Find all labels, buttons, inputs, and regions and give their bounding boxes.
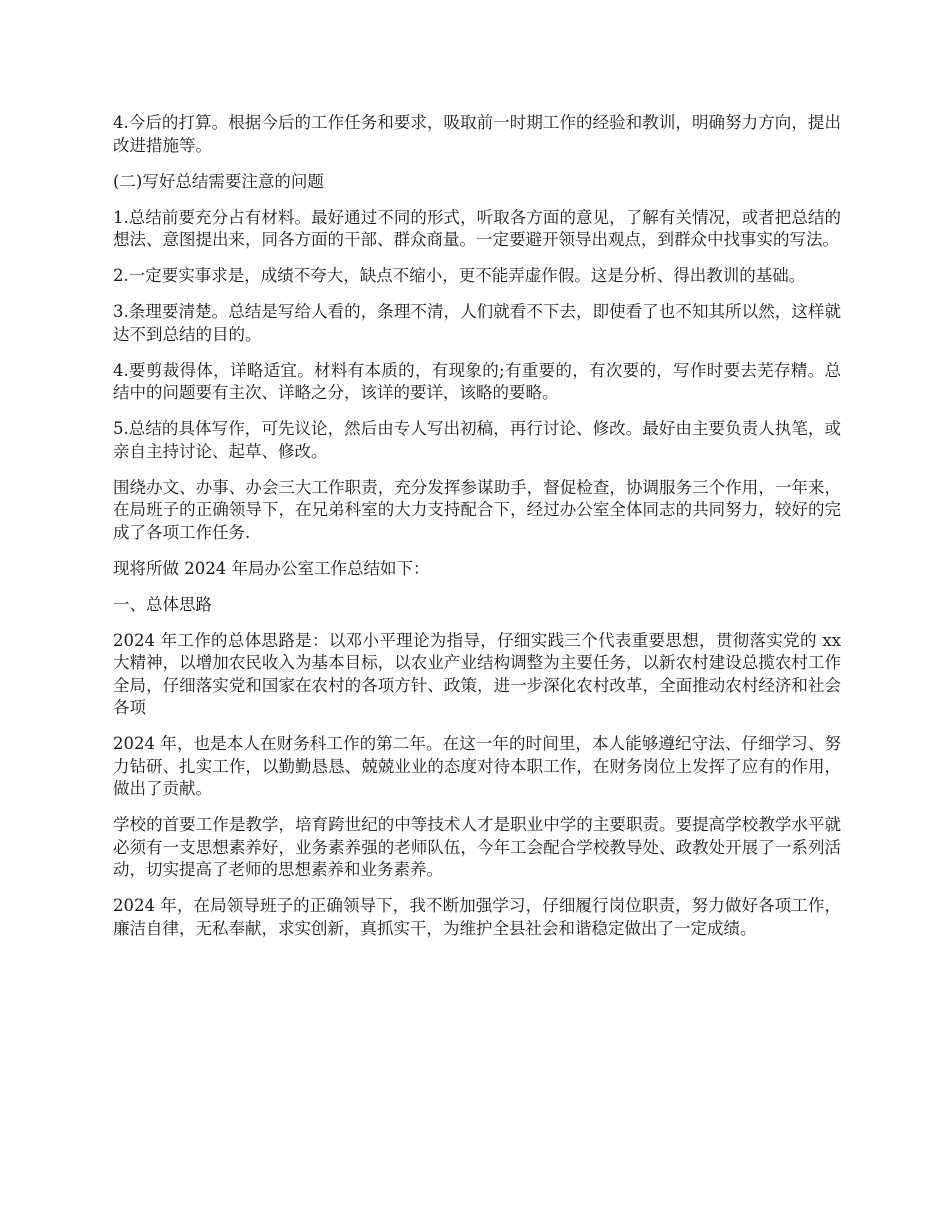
document-body (113, 112, 841, 954)
paragraph-note-2: 2.一定要实事求是，成绩不夸大，缺点不缩小，更不能弄虚作假。这是分析、得出教训的基础。 (113, 266, 806, 285)
paragraph-note-4: 4.要剪裁得体，详略适宜。材料有本质的，有现象的;有重要的，有次要的，写作时要去芜存精。总结中的问题要有主次、详略之分，该详的要详，该略的要略。 (113, 360, 841, 402)
paragraph-note-3: 3.条理要清楚。总结是写给人看的，条理不清，人们就看不下去，即使看了也不知其所以然，这样就达不到总结的目的。 (113, 302, 841, 344)
section-heading-overall: 一、总体思路 (113, 594, 212, 614)
paragraph-overall-approach: 2024 年工作的总体思路是：以邓小平理论为指导，仔细实践三个代表重要思想，贯彻落实党的 xx 大精神，以增加农民收入为基本目标，以农业产业结构调整为主要任务，以新农村建设总揽农村工作全局，仔细落实党和国家在农村的各项方针、政策，进一步深化农村改革，全面推动农村经济和社会各项 (113, 630, 841, 717)
paragraph-plan-next: 4.今后的打算。根据今后的工作任务和要求，吸取前一时期工作的经验和教训，明确努力方向，提出改进措施等。 (113, 113, 841, 155)
paragraph-school-teaching: 学校的首要工作是教学，培育跨世纪的中等技术人才是职业中学的主要职责。要提高学校教学水平就必须有一支思想素养好，业务素养强的老师队伍，今年工会配合学校教导处、政教处开展了一系列活动，切实提高了老师的思想素养和业务素养。 (113, 815, 841, 879)
paragraph-bureau-work: 2024 年，在局领导班子的正确领导下，我不断加强学习，仔细履行岗位职责，努力做好各项工作，廉洁自律，无私奉献，求实创新，真抓实干，为维护全县社会和谐稳定做出了一定成绩。 (113, 896, 841, 938)
section-heading-notes: (二)写好总结需要注意的问题 (113, 171, 324, 191)
paragraph-summary-intro: 现将所做 2024 年局办公室工作总结如下： (113, 558, 430, 578)
paragraph-office-duties: 围绕办文、办事、办会三大工作职责，充分发挥参谋助手，督促检查，协调服务三个作用，一年来，在局班子的正确领导下，在兄弟科室的大力支持配合下，经过办公室全体同志的共同努力，较好的完成了各项工作任务. (113, 477, 841, 542)
paragraph-finance-work: 2024 年，也是本人在财务科工作的第二年。在这一年的时间里，本人能够遵纪守法、仔细学习、努力钻研、扎实工作，以勤勤恳恳、兢兢业业的态度对待本职工作，在财务岗位上发挥了应有的作用，做出了贡献。 (113, 734, 841, 798)
paragraph-note-5: 5.总结的具体写作，可先议论，然后由专人写出初稿，再行讨论、修改。最好由主要负责人执笔，或亲自主持讨论、起草、修改。 (113, 419, 841, 461)
paragraph-note-1: 1.总结前要充分占有材料。最好通过不同的形式，听取各方面的意见，了解有关情况，或者把总结的想法、意图提出来，同各方面的干部、群众商量。一定要避开领导出观点，到群众中找事实的写法。 (113, 207, 841, 249)
